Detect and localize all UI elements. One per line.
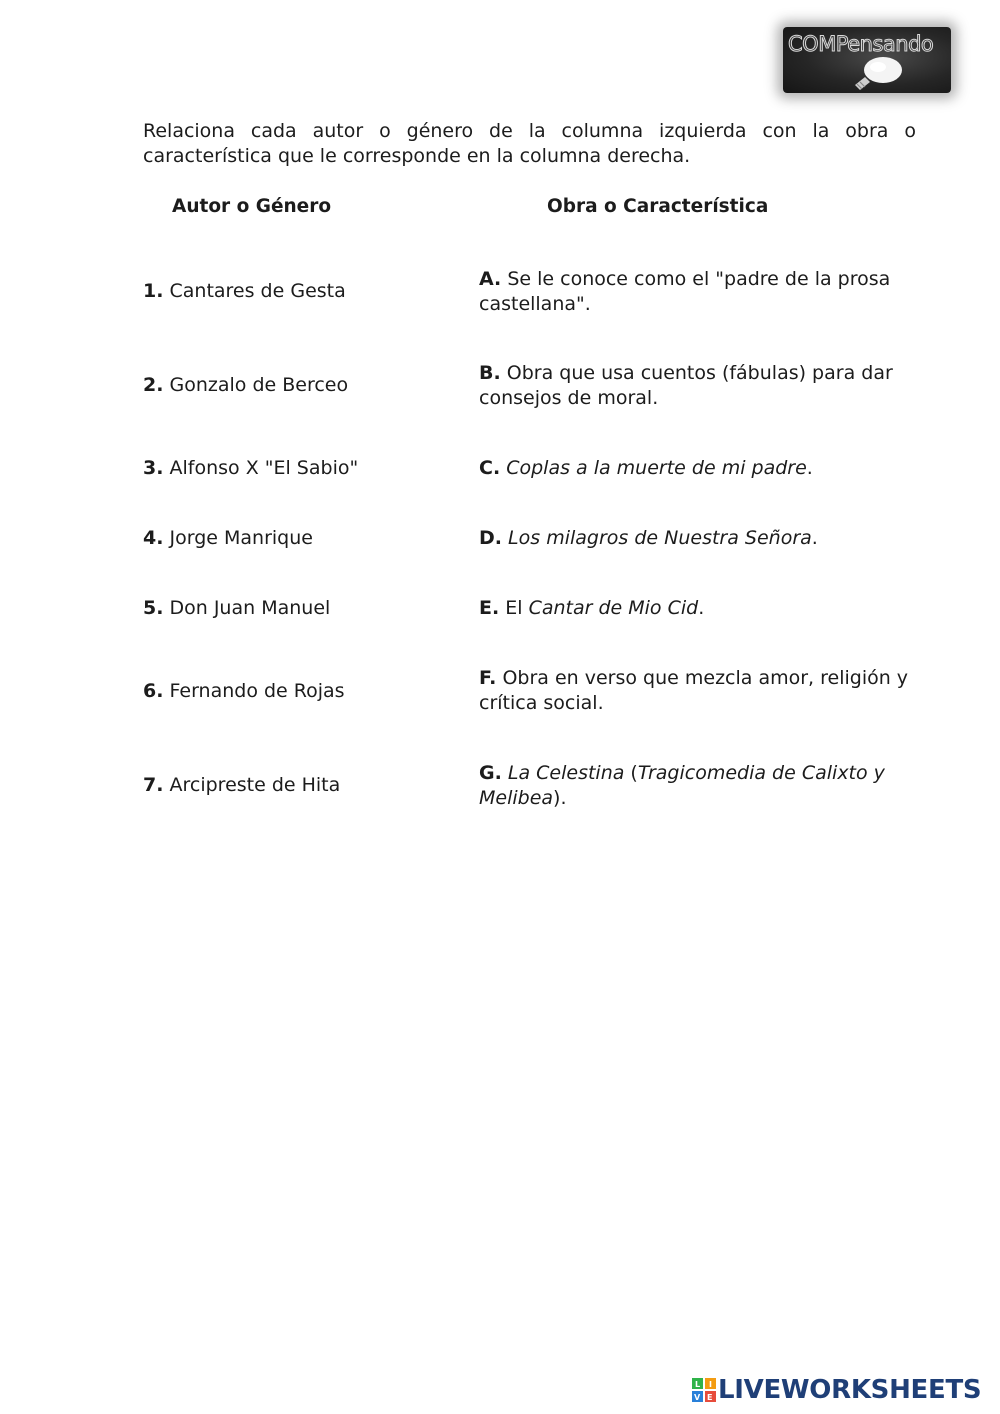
item-text-post: . [811,527,818,549]
liveworksheets-brand [692,1373,981,1407]
column-header-right: Obra o Característica [547,196,769,217]
item-letter: G. [479,762,502,784]
item-text: Arcipreste de Hita [163,774,341,796]
left-item-2 [143,373,348,398]
brand-text: LIVEWORKSHEETS [718,1375,982,1405]
item-number: 5. [143,597,164,619]
item-letter: D. [479,527,502,549]
item-text-post: . [806,457,813,479]
item-number: 1. [143,280,164,302]
work-subtitle: Tragicomedia de Calixto y Melibea [479,762,885,809]
item-letter: C. [479,457,501,479]
item-text: Gonzalo de Berceo [163,374,349,396]
item-number: 2. [143,374,164,396]
item-letter: A. [479,268,502,290]
item-text: Cantares de Gesta [163,280,346,302]
item-letter: E. [479,597,500,619]
item-text: Alfonso X "El Sabio" [163,457,359,479]
svg-text:V: V [694,1393,701,1402]
item-number: 6. [143,680,164,702]
work-title: Cantar de Mio Cid [528,597,699,619]
item-number: 3. [143,457,164,479]
work-title: La Celestina [507,762,625,784]
item-text-mid: ( [624,762,638,784]
item-text-pre: El [499,597,529,619]
work-title: Los milagros de Nuestra Señora [508,527,812,549]
right-item-e [479,596,919,621]
left-item-6 [143,679,345,704]
left-item-5 [143,596,330,621]
item-letter: F. [479,667,497,689]
logo-text: COMPensando [788,32,934,56]
left-item-1 [143,279,346,304]
right-item-b [479,361,919,411]
item-text-post: . [698,597,705,619]
live-grid-icon [692,1378,716,1402]
instructions-text: Relaciona cada autor o género de la columna izquierda con la obra o característica que le corresponde en la columna derecha. [143,120,916,167]
item-text: Se le conoce como el "padre de la prosa castellana". [479,268,891,315]
right-item-g [479,761,919,811]
work-title: Coplas a la muerte de mi padre [506,457,807,479]
item-text: Don Juan Manuel [163,597,331,619]
item-text: Fernando de Rojas [163,680,345,702]
item-text-post: ). [553,787,567,809]
item-number: 7. [143,774,164,796]
item-number: 4. [143,527,164,549]
left-item-3 [143,456,358,481]
right-item-d [479,526,919,551]
svg-text:E: E [707,1393,713,1402]
right-item-a [479,267,919,317]
left-item-4 [143,526,313,551]
item-letter: B. [479,362,501,384]
compensando-logo [783,27,951,93]
item-text: Jorge Manrique [163,527,313,549]
right-item-c [479,456,919,481]
column-header-left: Autor o Género [172,196,332,217]
lightbulb-icon [847,55,907,93]
svg-text:I: I [709,1380,712,1389]
item-text: Obra que usa cuentos (fábulas) para dar consejos de moral. [479,362,893,409]
left-item-7 [143,773,340,798]
item-text: Obra en verso que mezcla amor, religión y crítica social. [479,667,909,714]
right-item-f [479,666,919,716]
svg-text:L: L [695,1380,701,1389]
